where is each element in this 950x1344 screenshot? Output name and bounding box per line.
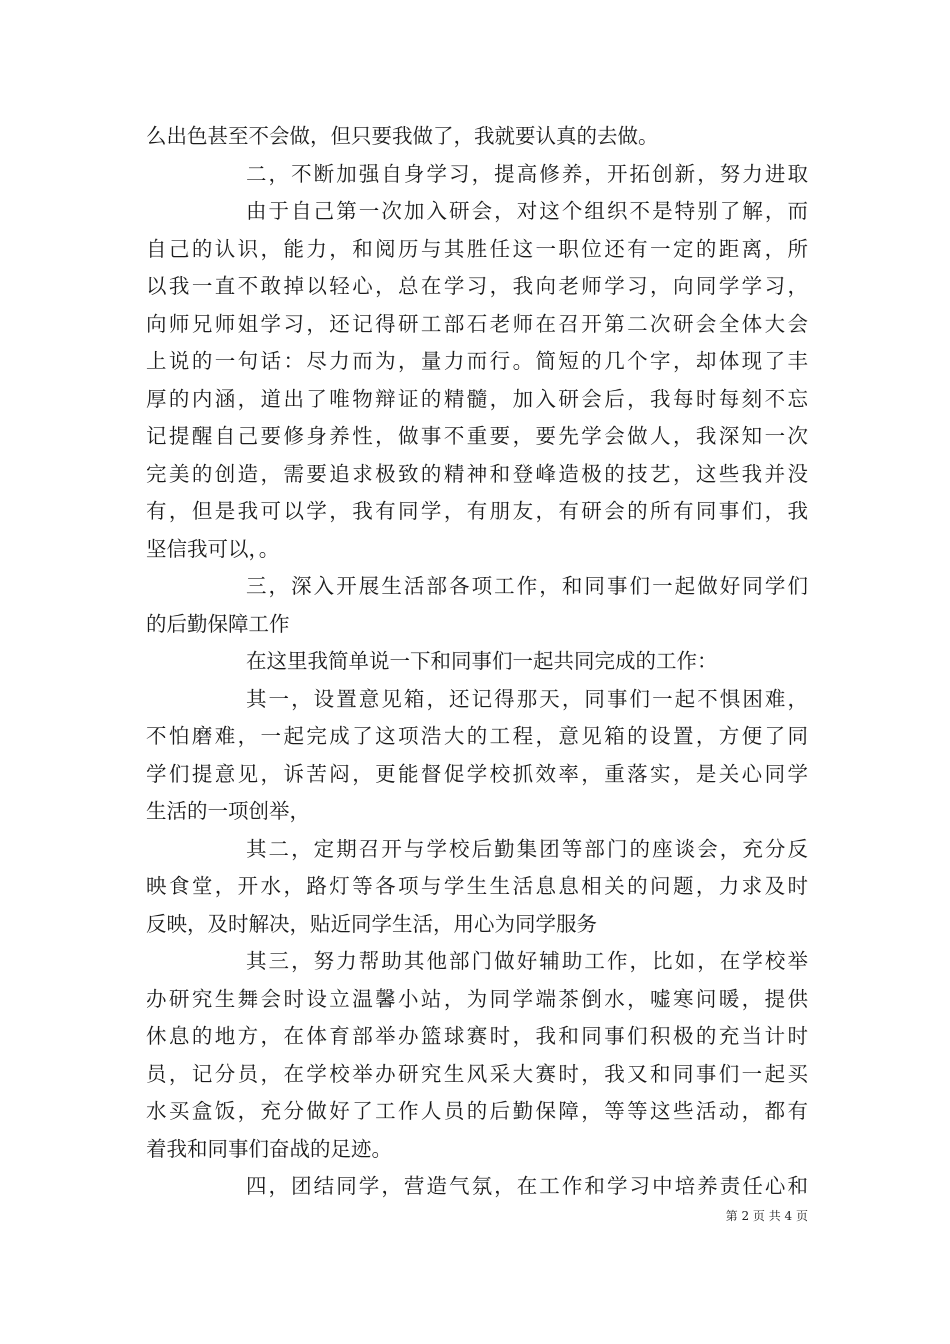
text-line: 有，但是我可以学，我有同学，有朋友，有研会的所有同事们，我 bbox=[146, 499, 808, 523]
text-line: 在这里我简单说一下和同事们一起共同完成的工作： bbox=[246, 649, 718, 673]
text-line: 么出色甚至不会做，但只要我做了，我就要认真的去做。 bbox=[146, 124, 659, 148]
text-line: 学们提意见，诉苦闷，更能督促学校抓效率，重落实，是关心同学 bbox=[146, 761, 808, 786]
text-line: 生活的一项创举， bbox=[146, 799, 310, 823]
text-line: 映食堂，开水，路灯等各项与学生生活息息相关的问题，力求及时 bbox=[146, 874, 808, 898]
text-line: 水买盒饭，充分做好了工作人员的后勤保障，等等这些活动，都有 bbox=[146, 1099, 808, 1123]
text-line: 其三，努力帮助其他部门做好辅助工作，比如，在学校举 bbox=[246, 949, 808, 973]
text-line: 以我一直不敢掉以轻心，总在学习，我向老师学习，向同学学习， bbox=[146, 274, 808, 298]
text-line: 向师兄师姐学习，还记得研工部石老师在召开第二次研会全体大会 bbox=[146, 311, 808, 336]
text-line: 自己的认识，能力，和阅历与其胜任这一职位还有一定的距离，所 bbox=[146, 236, 808, 261]
section-heading-continued: 的后勤保障工作 bbox=[146, 611, 290, 636]
page-number: 第 2 页 共 4 页 bbox=[725, 1209, 808, 1223]
text-line: 员，记分员，在学校举办研究生风采大赛时，我又和同事们一起买 bbox=[146, 1061, 808, 1086]
text-line: 由于自己第一次加入研会，对这个组织不是特别了解，而 bbox=[246, 199, 808, 223]
section-heading: 二，不断加强自身学习，提高修养，开拓创新，努力进取 bbox=[246, 161, 808, 186]
text-line: 记提醒自己要修身养性，做事不重要，要先学会做人，我深知一次 bbox=[146, 424, 808, 448]
text-line: 坚信我可以，。 bbox=[146, 536, 280, 561]
document-body bbox=[146, 118, 808, 1206]
text-line: 休息的地方，在体育部举办篮球赛时，我和同事们积极的充当计时 bbox=[146, 1024, 808, 1048]
text-line: 厚的内涵，道出了唯物辩证的精髓，加入研会后，我每时每刻不忘 bbox=[146, 386, 808, 411]
text-line: 不怕磨难，一起完成了这项浩大的工程，意见箱的设置，方便了同 bbox=[146, 724, 808, 748]
text-line: 反映，及时解决，贴近同学生活，用心为同学服务 bbox=[146, 911, 597, 936]
text-line: 完美的创造，需要追求极致的精神和登峰造极的技艺，这些我并没 bbox=[146, 461, 808, 486]
text-line: 上说的一句话：尽力而为，量力而行。简短的几个字，却体现了丰 bbox=[146, 349, 808, 373]
text-line: 着我和同事们奋战的足迹。 bbox=[146, 1136, 392, 1161]
section-heading: 四，团结同学，营造气氛，在工作和学习中培养责任心和 bbox=[246, 1174, 808, 1198]
text-line: 其一，设置意见箱，还记得那天，同事们一起不惧困难， bbox=[246, 686, 808, 711]
text-line: 办研究生舞会时设立温馨小站，为同学端茶倒水，嘘寒问暖，提供 bbox=[146, 986, 808, 1011]
section-heading: 三，深入开展生活部各项工作，和同事们一起做好同学们 bbox=[246, 574, 808, 598]
text-line: 其二，定期召开与学校后勤集团等部门的座谈会，充分反 bbox=[246, 836, 808, 861]
